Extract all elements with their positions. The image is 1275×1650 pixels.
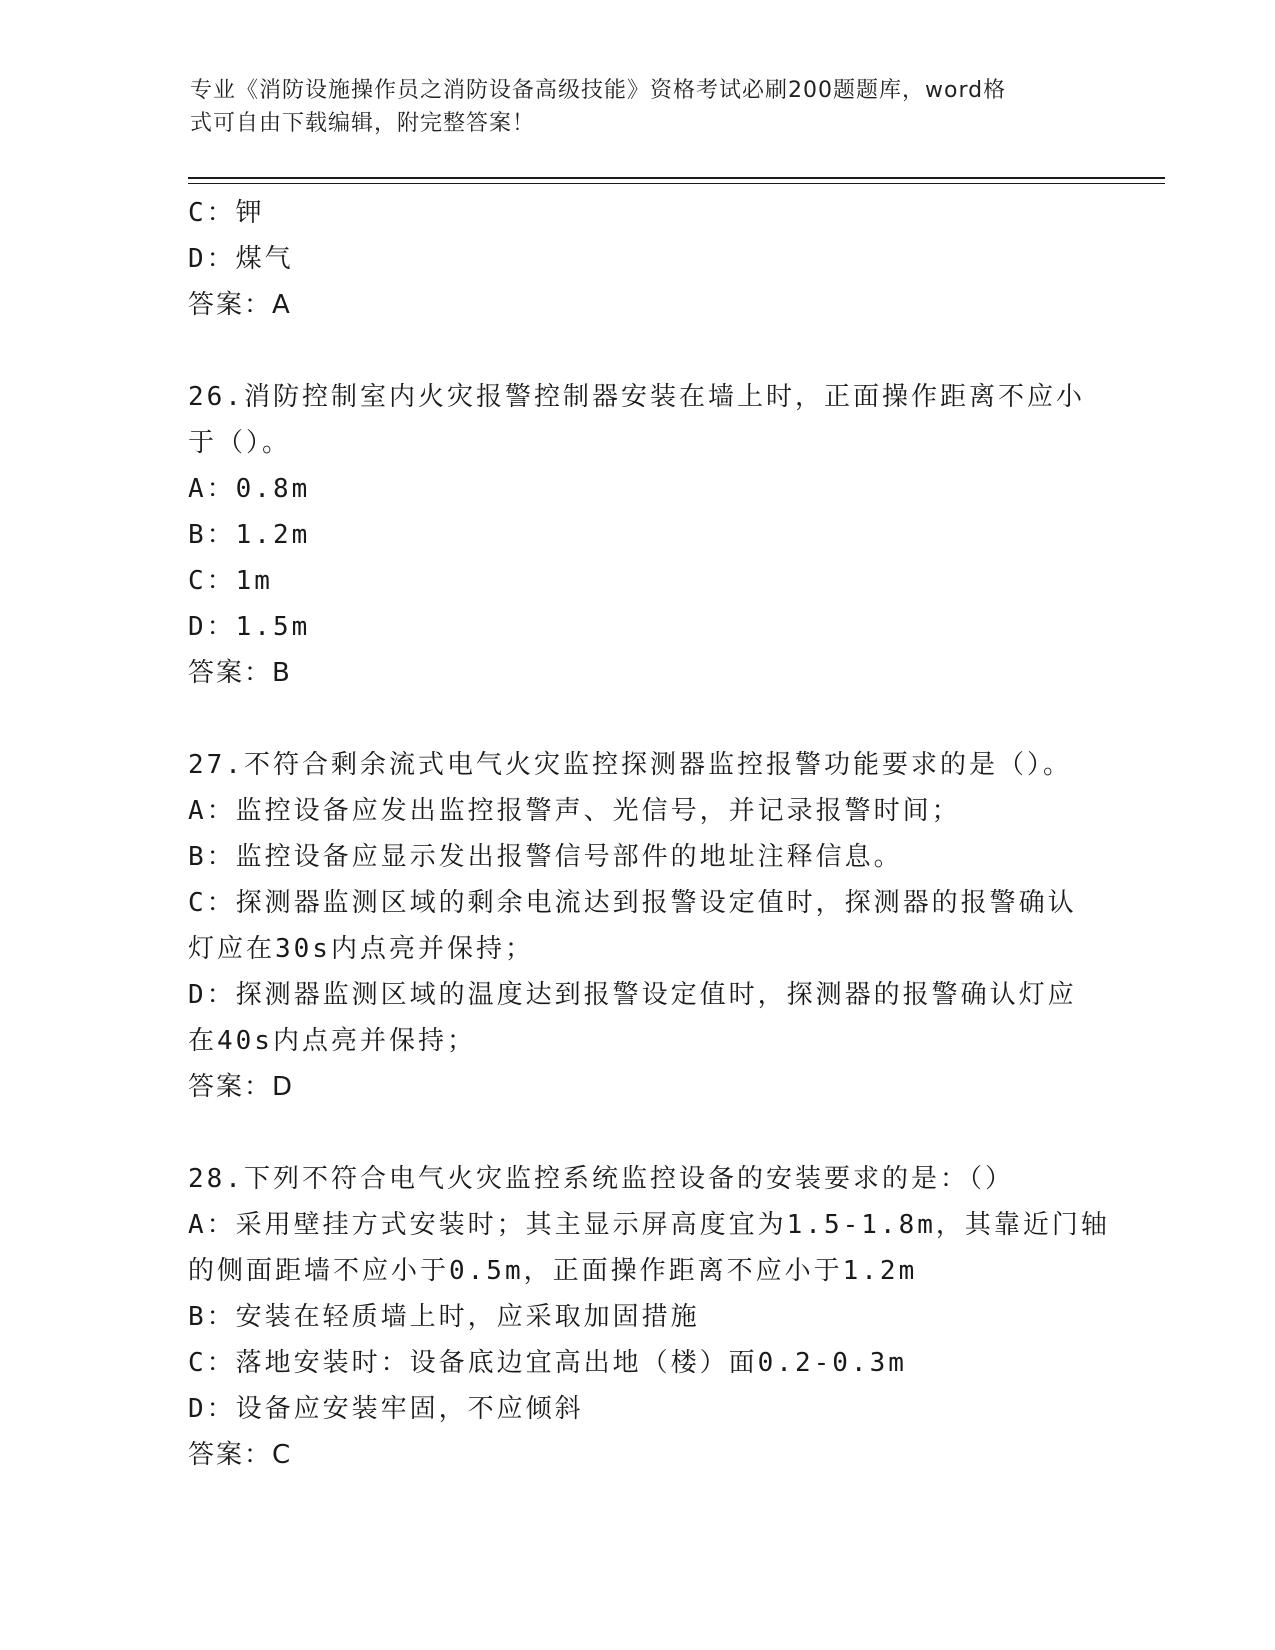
option-d: D：煤气 <box>188 244 294 274</box>
option-a-line-1: A：采用壁挂方式安装时；其主显示屏高度宜为1.5-1.8m，其靠近门轴 <box>188 1210 1110 1240</box>
spacer <box>188 1110 1088 1156</box>
header-line-1: 专业《消防设施操作员之消防设备高级技能》资格考试必刷200题题库，word格 <box>190 78 1007 103</box>
option-a: A：0.8m <box>188 474 311 504</box>
option-c: C：钾 <box>188 198 265 228</box>
option-a: A：监控设备应发出监控报警声、光信号，并记录报警时间； <box>188 796 961 826</box>
answer-line: 答案：C <box>188 1440 293 1470</box>
option-c-line-1: C：探测器监测区域的剩余电流达到报警设定值时，探测器的报警确认 <box>188 888 1077 918</box>
answer-line: 答案：D <box>188 1072 295 1102</box>
spacer <box>188 328 1088 374</box>
question-25-tail <box>188 190 1088 328</box>
option-b: B：监控设备应显示发出报警信号部件的地址注释信息。 <box>188 842 903 872</box>
question-28 <box>188 1156 1110 1478</box>
document-body <box>188 190 1110 1478</box>
option-d: D：1.5m <box>188 612 311 642</box>
question-26 <box>188 374 1088 696</box>
header-rule-thin <box>188 183 1165 184</box>
header-line-2: 式可自由下载编辑，附完整答案！ <box>190 111 536 136</box>
option-b: B：1.2m <box>188 520 311 550</box>
answer-line: 答案：B <box>188 658 292 688</box>
document-header <box>190 74 1090 140</box>
question-27 <box>188 742 1088 1110</box>
question-stem-line-1: 26.消防控制室内火灾报警控制器安装在墙上时，正面操作距离不应小 <box>188 382 1085 412</box>
option-b: B：安装在轻质墙上时，应采取加固措施 <box>188 1302 700 1332</box>
option-a-line-2: 的侧面距墙不应小于0.5m，正面操作距离不应小于1.2m <box>188 1256 918 1286</box>
answer-line: 答案：A <box>188 290 292 320</box>
option-d-line-2: 在40s内点亮并保持； <box>188 1026 476 1056</box>
option-c: C：落地安装时：设备底边宜高出地（楼）面0.2-0.3m <box>188 1348 907 1378</box>
question-stem-line-2: 于（）。 <box>188 428 292 458</box>
question-stem-line-1: 28.下列不符合电气火灾监控系统监控设备的安装要求的是：（） <box>188 1164 1014 1194</box>
option-d: D：设备应安装牢固，不应倾斜 <box>188 1394 584 1424</box>
spacer <box>188 696 1088 742</box>
header-rule-thick <box>188 177 1165 179</box>
option-c-line-2: 灯应在30s内点亮并保持； <box>188 934 534 964</box>
option-d-line-1: D：探测器监测区域的温度达到报警设定值时，探测器的报警确认灯应 <box>188 980 1077 1010</box>
option-c: C：1m <box>188 566 273 596</box>
question-stem-line-1: 27.不符合剩余流式电气火灾监控探测器监控报警功能要求的是（）。 <box>188 750 1072 780</box>
